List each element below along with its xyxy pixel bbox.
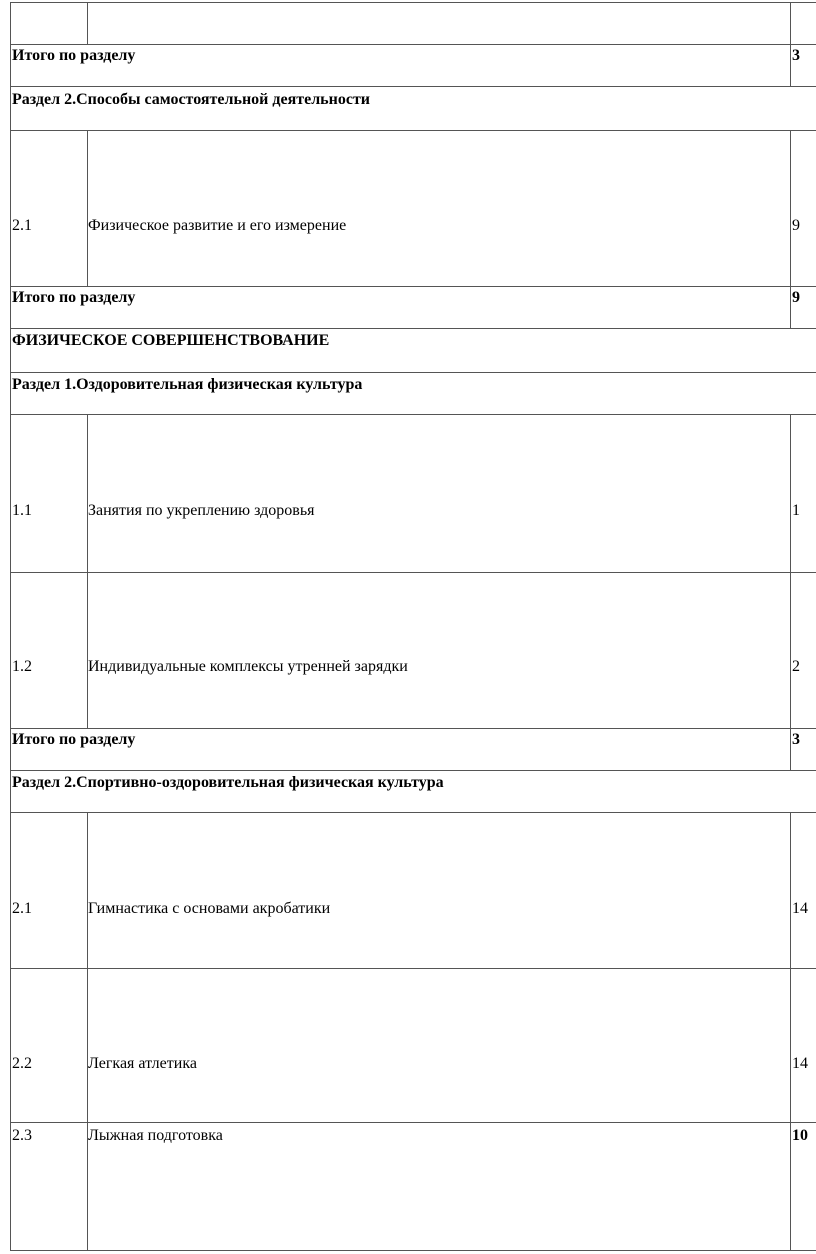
item-name: Занятия по укреплению здоровья — [88, 502, 315, 519]
cell-border — [790, 130, 791, 286]
item-hours: 10 — [792, 1127, 808, 1144]
row-border — [10, 812, 816, 813]
item-number: 1.2 — [12, 658, 32, 675]
cell-border — [87, 2, 88, 44]
cell-border — [10, 372, 11, 414]
row-border — [10, 44, 816, 45]
cell-border — [790, 1122, 791, 1250]
row-border — [10, 414, 816, 415]
total-label: Итого по разделу — [12, 47, 136, 64]
cell-border — [10, 1122, 11, 1250]
row-border — [10, 286, 816, 287]
row-border — [10, 2, 816, 3]
total-hours: 3 — [792, 731, 800, 748]
item-hours: 14 — [792, 900, 808, 917]
section-title: Раздел 2.Спортивно-оздоровительная физическая культура — [12, 774, 444, 791]
cell-border — [790, 286, 791, 328]
row-border — [10, 1250, 816, 1251]
total-hours: 9 — [792, 289, 800, 306]
row-border — [10, 728, 816, 729]
cell-border — [790, 414, 791, 572]
cell-border — [87, 572, 88, 728]
item-number: 2.1 — [12, 900, 32, 917]
item-hours: 2 — [792, 658, 800, 675]
item-number: 1.1 — [12, 502, 32, 519]
section-title: Раздел 2.Способы самостоятельной деятельности — [12, 91, 371, 108]
cell-border — [10, 2, 11, 44]
total-hours: 3 — [792, 47, 800, 64]
cell-border — [10, 414, 11, 572]
row-border — [10, 86, 816, 87]
cell-border — [790, 728, 791, 770]
row-border — [10, 328, 816, 329]
cell-border — [790, 44, 791, 86]
row-border — [10, 968, 816, 969]
total-label: Итого по разделу — [12, 289, 136, 306]
cell-border — [10, 770, 11, 812]
cell-border — [10, 968, 11, 1122]
cell-border — [790, 812, 791, 968]
total-label: Итого по разделу — [12, 731, 136, 748]
row-border — [10, 572, 816, 573]
section-title: Раздел 1.Оздоровительная физическая культура — [12, 376, 363, 393]
cell-border — [10, 572, 11, 728]
item-name: Легкая атлетика — [88, 1055, 197, 1072]
item-hours: 1 — [792, 502, 800, 519]
cell-border — [10, 286, 11, 328]
row-border — [10, 130, 816, 131]
cell-border — [10, 728, 11, 770]
row-border — [10, 770, 816, 771]
item-name: Лыжная подготовка — [88, 1127, 223, 1144]
cell-border — [87, 130, 88, 286]
row-border — [10, 372, 816, 373]
cell-border — [87, 414, 88, 572]
item-name: Гимнастика с основами акробатики — [88, 900, 331, 917]
cell-border — [10, 86, 11, 130]
cell-border — [87, 812, 88, 968]
cell-border — [10, 328, 11, 372]
cell-border — [10, 130, 11, 286]
cell-border — [790, 572, 791, 728]
item-name: Индивидуальные комплексы утренней зарядки — [88, 658, 408, 675]
part-heading: ФИЗИЧЕСКОЕ СОВЕРШЕНСТВОВАНИЕ — [12, 332, 330, 349]
item-hours: 14 — [792, 1055, 808, 1072]
item-hours: 9 — [792, 217, 800, 234]
cell-border — [87, 968, 88, 1122]
item-name: Физическое развитие и его измерение — [88, 217, 347, 234]
cell-border — [790, 2, 791, 44]
cell-border — [10, 812, 11, 968]
item-number: 2.1 — [12, 217, 32, 234]
cell-border — [790, 968, 791, 1122]
row-border — [10, 1122, 816, 1123]
cell-border — [10, 44, 11, 86]
item-number: 2.3 — [12, 1127, 32, 1144]
item-number: 2.2 — [12, 1055, 32, 1072]
